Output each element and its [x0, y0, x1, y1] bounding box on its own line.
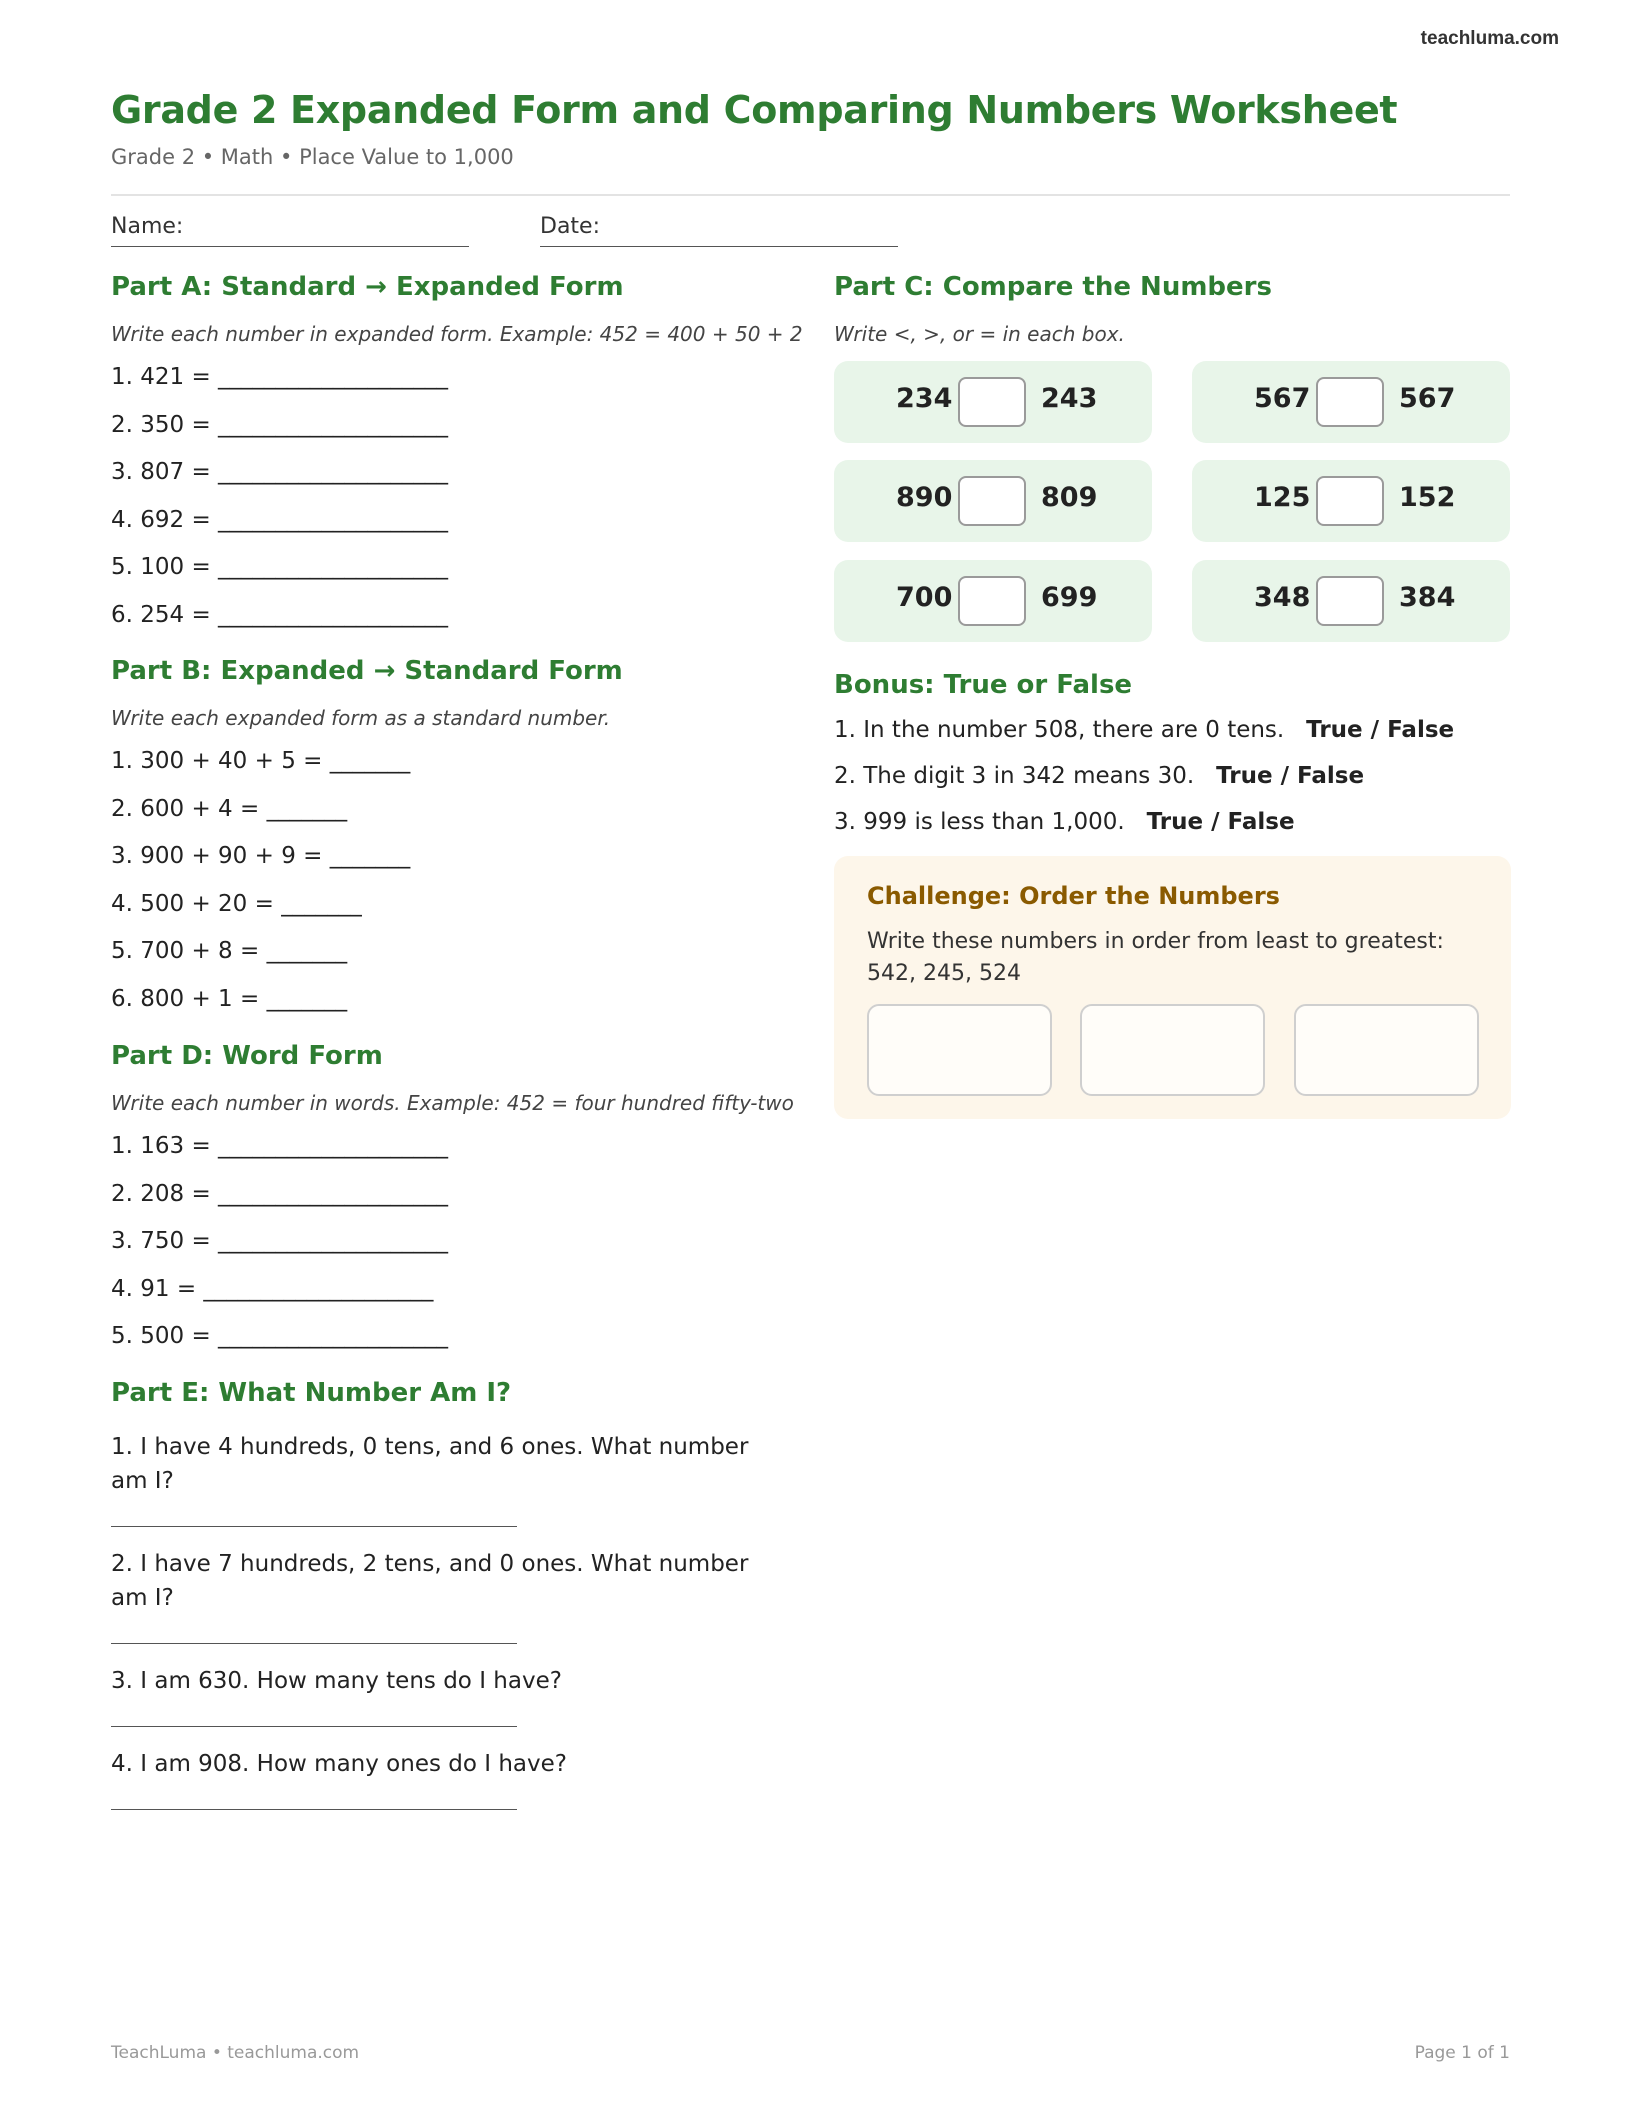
footer-left: TeachLuma • teachluma.com — [111, 2043, 360, 2063]
compare-card — [1192, 560, 1510, 642]
compare-answer-box[interactable] — [958, 377, 1026, 427]
part-b-item[interactable]: 1. 300 + 40 + 5 = _______ — [111, 748, 411, 774]
part-b-item[interactable]: 5. 700 + 8 = _______ — [111, 938, 348, 964]
compare-right-number: 699 — [1041, 582, 1098, 613]
compare-left-number: 700 — [896, 582, 953, 613]
part-a-title: Part A: Standard → Expanded Form — [111, 272, 624, 302]
part-e-question: 4. I am 908. How many ones do I have? — [111, 1751, 567, 1777]
part-b-item[interactable]: 2. 600 + 4 = _______ — [111, 796, 348, 822]
compare-right-number: 567 — [1399, 383, 1456, 414]
compare-right-number: 809 — [1041, 482, 1098, 513]
compare-left-number: 567 — [1254, 383, 1311, 414]
compare-card — [834, 460, 1152, 542]
challenge-box — [834, 856, 1511, 1119]
compare-card — [834, 361, 1152, 443]
part-b-item[interactable]: 3. 900 + 90 + 9 = _______ — [111, 843, 411, 869]
order-answer-box[interactable] — [867, 1004, 1052, 1096]
part-e-question: 3. I am 630. How many tens do I have? — [111, 1668, 562, 1694]
bonus-title: Bonus: True or False — [834, 670, 1133, 700]
brand-link: teachluma.com — [1420, 28, 1559, 49]
date-label: Date: — [540, 214, 600, 239]
challenge-text: Write these numbers in order from least to greatest: 542, 245, 524 — [867, 929, 1444, 986]
compare-left-number: 890 — [896, 482, 953, 513]
name-field[interactable] — [111, 214, 183, 239]
answer-line[interactable] — [111, 1526, 517, 1527]
part-a-item[interactable]: 3. 807 = ____________________ — [111, 459, 449, 485]
bonus-item — [834, 717, 1454, 743]
part-a-item[interactable]: 5. 100 = ____________________ — [111, 554, 449, 580]
compare-card — [1192, 460, 1510, 542]
part-b-item[interactable]: 6. 800 + 1 = _______ — [111, 986, 348, 1012]
part-d-title: Part D: Word Form — [111, 1041, 383, 1071]
page-title: Grade 2 Expanded Form and Comparing Numbers Worksheet — [111, 88, 1398, 132]
page-number: Page 1 of 1 — [1414, 2043, 1510, 2063]
part-a-instruction: Write each number in expanded form. Example: 452 = 400 + 50 + 2 — [111, 322, 803, 346]
compare-right-number: 243 — [1041, 383, 1098, 414]
compare-answer-box[interactable] — [958, 576, 1026, 626]
true-false-choice[interactable]: True / False — [1146, 809, 1295, 835]
compare-left-number: 234 — [896, 383, 953, 414]
compare-left-number: 348 — [1254, 582, 1311, 613]
part-a-item[interactable]: 4. 692 = ____________________ — [111, 507, 449, 533]
name-line[interactable] — [111, 246, 469, 247]
part-c-title: Part C: Compare the Numbers — [834, 272, 1272, 302]
date-line[interactable] — [540, 246, 898, 247]
name-label: Name: — [111, 214, 184, 239]
compare-right-number: 384 — [1399, 582, 1456, 613]
true-false-choice[interactable]: True / False — [1306, 717, 1455, 743]
compare-card — [834, 560, 1152, 642]
part-b-instruction: Write each expanded form as a standard number. — [111, 706, 611, 730]
part-d-item[interactable]: 2. 208 = ____________________ — [111, 1181, 449, 1207]
order-answer-box[interactable] — [1080, 1004, 1265, 1096]
bonus-item — [834, 809, 1295, 835]
compare-answer-box[interactable] — [958, 476, 1026, 526]
part-e-question: 2. I have 7 hundreds, 2 tens, and 0 ones. What number am I? — [111, 1551, 749, 1611]
part-a-item[interactable]: 1. 421 = ____________________ — [111, 364, 449, 390]
page-subtitle: Grade 2 • Math • Place Value to 1,000 — [111, 145, 514, 169]
challenge-title: Challenge: Order the Numbers — [867, 882, 1280, 910]
header-divider — [111, 194, 1510, 196]
part-e-title: Part E: What Number Am I? — [111, 1378, 512, 1408]
date-field[interactable] — [540, 214, 600, 239]
part-a-item[interactable]: 2. 350 = ____________________ — [111, 412, 449, 438]
true-false-choice[interactable]: True / False — [1216, 763, 1365, 789]
part-d-item[interactable]: 1. 163 = ____________________ — [111, 1133, 449, 1159]
bonus-statement: 1. In the number 508, there are 0 tens. — [834, 717, 1285, 743]
part-a-item[interactable]: 6. 254 = ____________________ — [111, 602, 449, 628]
compare-answer-box[interactable] — [1316, 576, 1384, 626]
compare-right-number: 152 — [1399, 482, 1456, 513]
part-b-item[interactable]: 4. 500 + 20 = _______ — [111, 891, 362, 917]
bonus-statement: 2. The digit 3 in 342 means 30. — [834, 763, 1195, 789]
answer-line[interactable] — [111, 1726, 517, 1727]
bonus-statement: 3. 999 is less than 1,000. — [834, 809, 1125, 835]
order-answer-box[interactable] — [1294, 1004, 1479, 1096]
compare-card — [1192, 361, 1510, 443]
answer-line[interactable] — [111, 1809, 517, 1810]
part-c-instruction: Write <, >, or = in each box. — [834, 322, 1125, 346]
compare-answer-box[interactable] — [1316, 476, 1384, 526]
part-d-item[interactable]: 4. 91 = ____________________ — [111, 1276, 434, 1302]
compare-left-number: 125 — [1254, 482, 1311, 513]
part-d-item[interactable]: 3. 750 = ____________________ — [111, 1228, 449, 1254]
part-d-instruction: Write each number in words. Example: 452 = four hundred fifty-two — [111, 1091, 794, 1115]
part-e-question: 1. I have 4 hundreds, 0 tens, and 6 ones. What number am I? — [111, 1434, 749, 1494]
answer-line[interactable] — [111, 1643, 517, 1644]
compare-answer-box[interactable] — [1316, 377, 1384, 427]
part-b-title: Part B: Expanded → Standard Form — [111, 656, 623, 686]
part-d-item[interactable]: 5. 500 = ____________________ — [111, 1323, 449, 1349]
bonus-item — [834, 763, 1364, 789]
